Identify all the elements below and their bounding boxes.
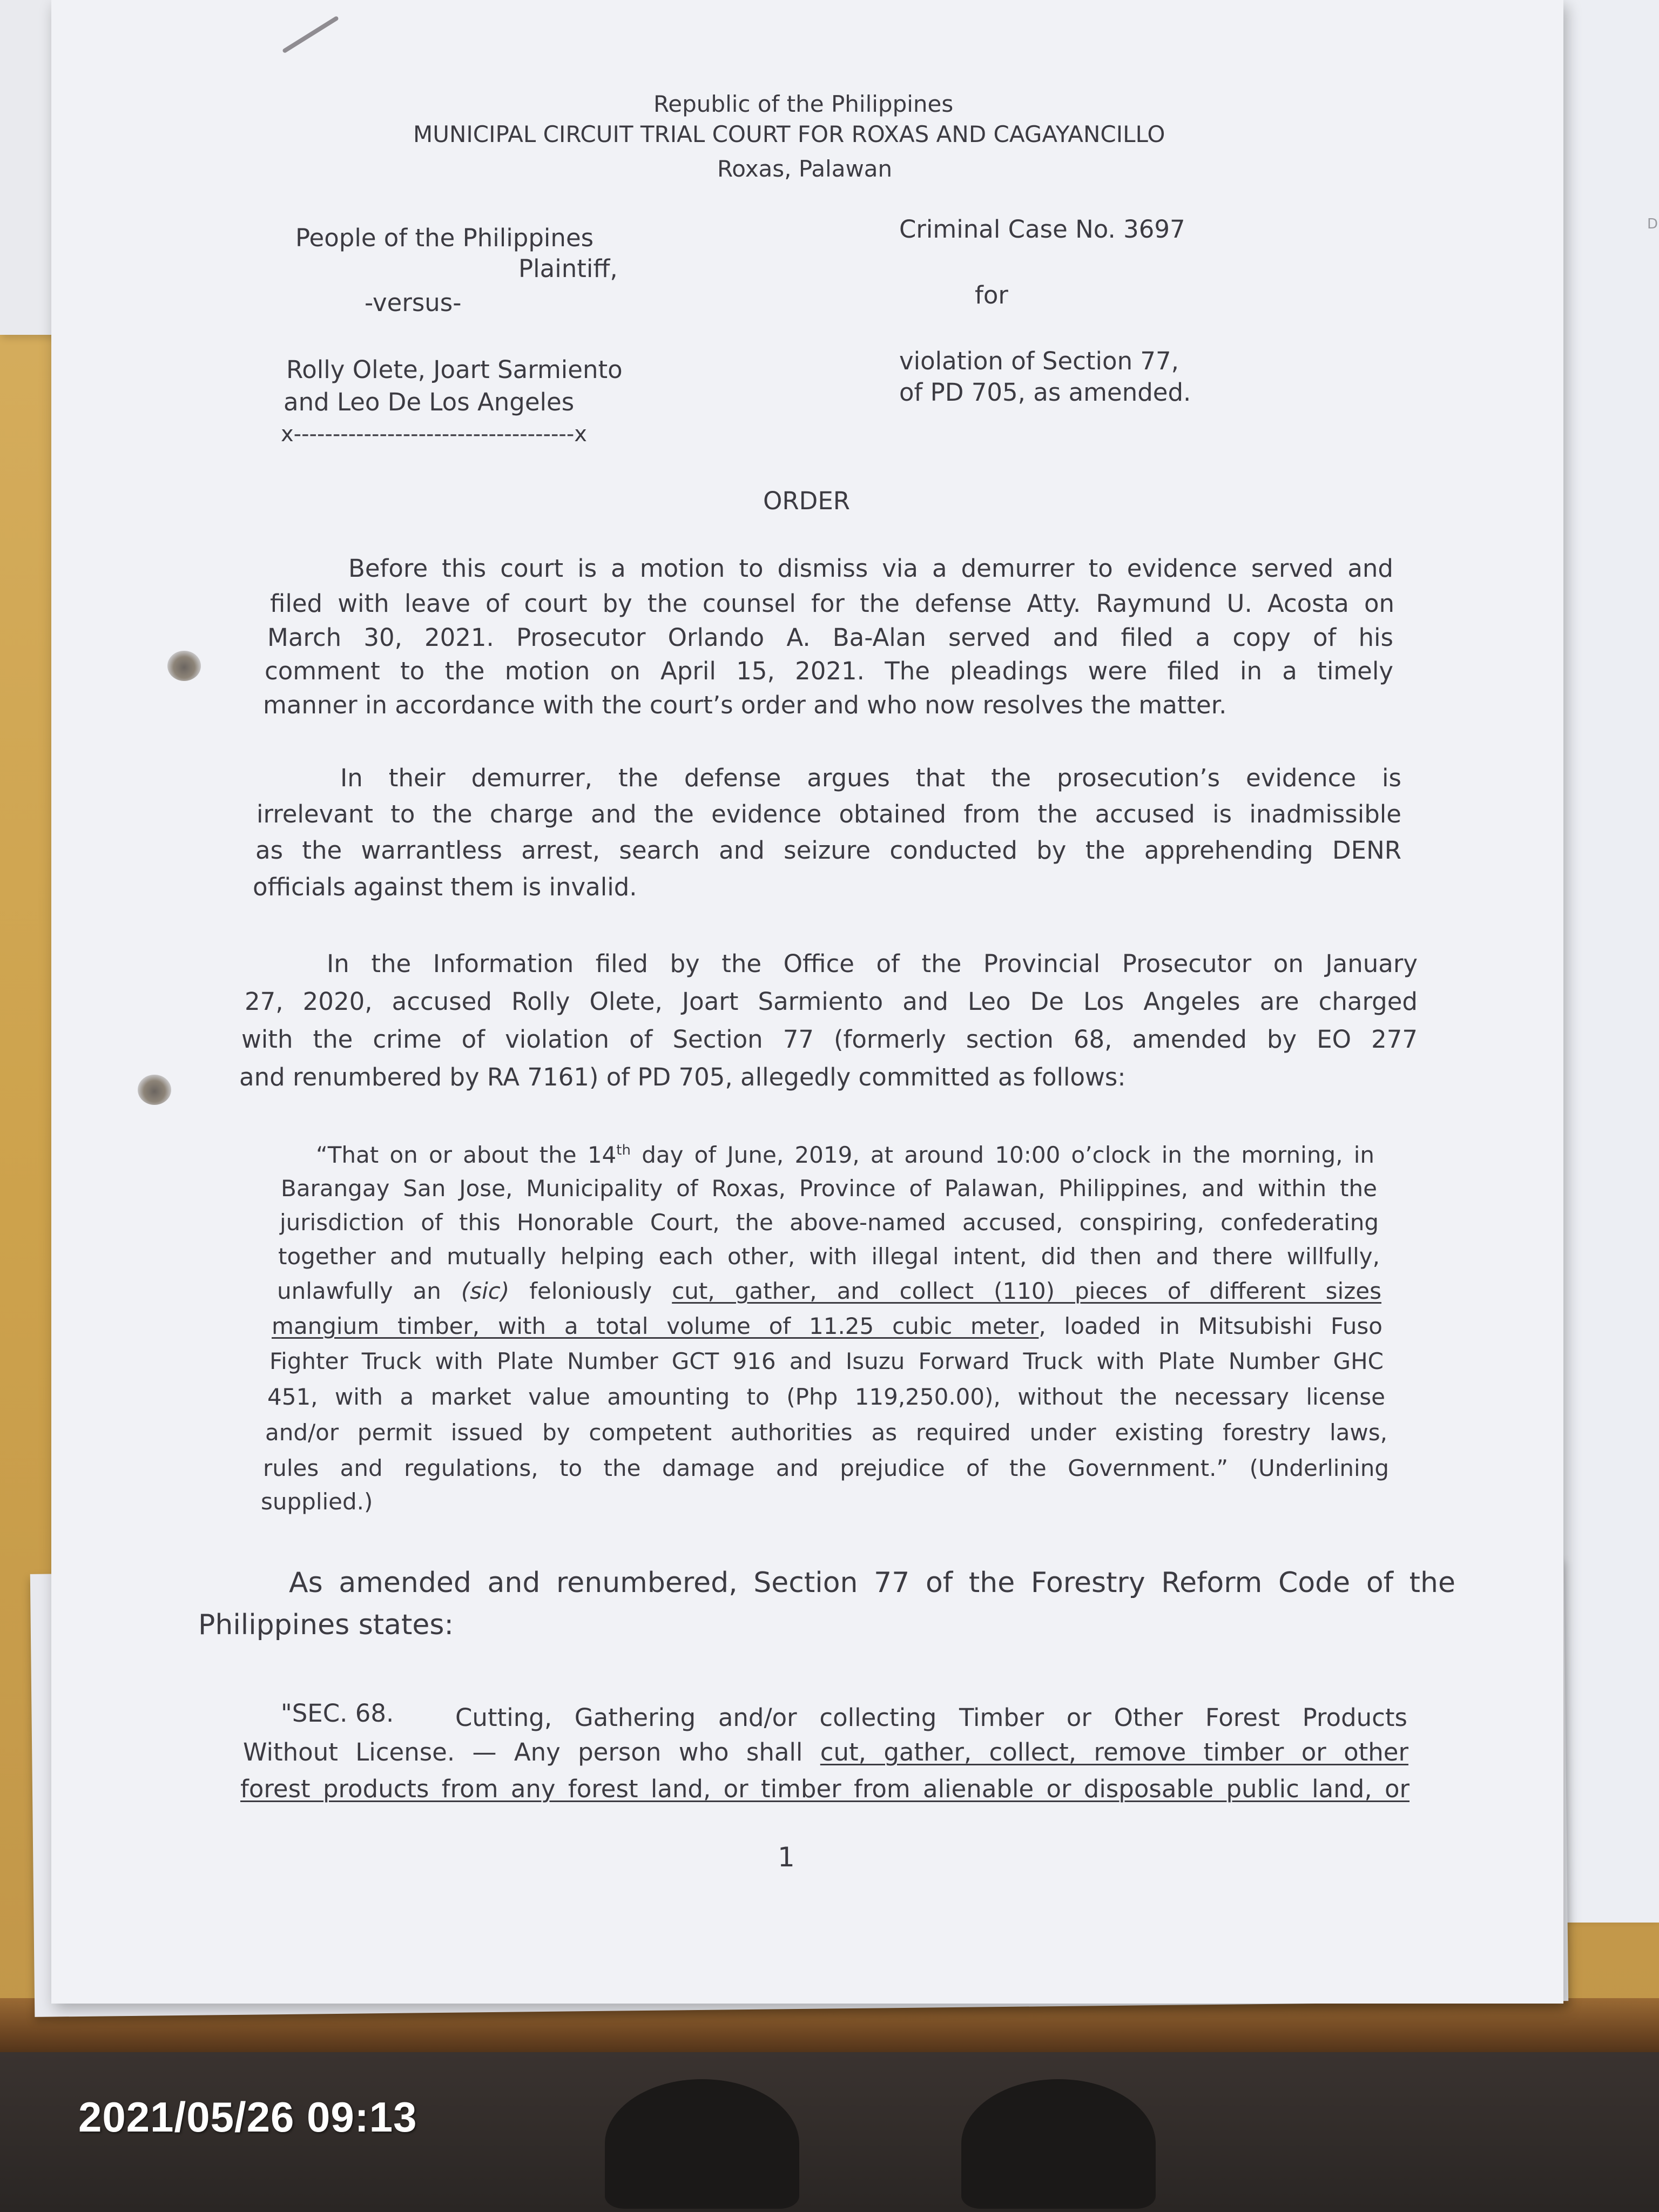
quote-line: supplied.): [261, 1488, 373, 1515]
quote-line: mangium timber, with a total volume of 11.25 cubic meter, loaded in Mitsubishi Fuso: [272, 1313, 1383, 1339]
section-number: "SEC. 68.: [281, 1699, 394, 1728]
paragraph-2-line: as the warrantless arrest, search and seizure conducted by the apprehending DENR: [255, 836, 1401, 865]
quote-line: 451, with a market value amounting to (Php 119,250.00), without the necessary license: [267, 1384, 1385, 1410]
header-republic: Republic of the Philippines: [653, 91, 954, 117]
paragraph-1-line: Before this court is a motion to dismiss via a demurrer to evidence served and: [348, 554, 1393, 583]
section-line: forest products from any forest land, or timber from alienable or disposable public land, or: [240, 1775, 1410, 1803]
shoe-right: [961, 2079, 1156, 2209]
shoe-left: [605, 2079, 799, 2209]
paper-crease: [282, 16, 339, 53]
paragraph-1-line: filed with leave of court by the counsel for the defense Atty. Raymund U. Acosta on: [270, 589, 1394, 618]
paragraph-1-line: comment to the motion on April 15, 2021. The pleadings were filed in a timely: [265, 657, 1393, 685]
quote-line: Barangay San Jose, Municipality of Roxas, Province of Palawan, Philippines, and within the: [281, 1175, 1377, 1202]
caption-divider: x------------------------------------x: [281, 422, 587, 447]
side-paper-glyph: D: [1647, 216, 1658, 232]
paragraph-1-line: manner in accordance with the court’s order and who now resolves the matter.: [263, 691, 1227, 719]
case-for: for: [975, 281, 1008, 309]
paragraph-3-line: In the Information filed by the Office of the Provincial Prosecutor on January: [327, 949, 1418, 978]
charge-line-2: of PD 705, as amended.: [899, 378, 1191, 407]
paragraph-2-line: officials against them is invalid.: [253, 873, 637, 901]
accused-line-1: Rolly Olete, Joart Sarmiento: [286, 355, 623, 384]
punch-hole-bottom: [138, 1075, 171, 1105]
court-order-page: [51, 0, 1563, 2004]
order-title: ORDER: [763, 487, 851, 515]
accused-line-2: and Leo De Los Angeles: [284, 388, 575, 416]
paragraph-3-line: with the crime of violation of Section 77 (formerly section 68, amended by EO 277: [241, 1025, 1418, 1054]
header-court: MUNICIPAL CIRCUIT TRIAL COURT FOR ROXAS AND CAGAYANCILLO: [413, 121, 1165, 147]
paragraph-3-line: 27, 2020, accused Rolly Olete, Joart Sarmiento and Leo De Los Angeles are charged: [245, 987, 1418, 1016]
paragraph-4-line: Philippines states:: [198, 1609, 454, 1641]
quote-line: rules and regulations, to the damage and prejudice of the Government.” (Underlining: [263, 1455, 1389, 1481]
paragraph-4-line: As amended and renumbered, Section 77 of the Forestry Reform Code of the: [289, 1567, 1455, 1599]
plaintiff-name: People of the Philippines: [295, 224, 594, 252]
quote-line: Fighter Truck with Plate Number GCT 916 and Isuzu Forward Truck with Plate Number GHC: [269, 1348, 1384, 1374]
page-number: 1: [778, 1842, 795, 1873]
case-number: Criminal Case No. 3697: [899, 215, 1185, 244]
photo-timestamp: 2021/05/26 09:13: [78, 2093, 417, 2141]
punch-hole-top: [167, 651, 201, 681]
header-location: Roxas, Palawan: [717, 156, 893, 182]
versus: -versus-: [365, 288, 462, 317]
paragraph-3-line: and renumbered by RA 7161) of PD 705, allegedly committed as follows:: [239, 1063, 1126, 1091]
paragraph-2-line: In their demurrer, the defense argues that the prosecution’s evidence is: [340, 764, 1401, 792]
quote-line: jurisdiction of this Honorable Court, the above-named accused, conspiring, confederating: [280, 1209, 1379, 1236]
paragraph-1-line: March 30, 2021. Prosecutor Orlando A. Ba-Alan served and filed a copy of his: [267, 623, 1393, 652]
charge-line-1: violation of Section 77,: [899, 347, 1179, 375]
quote-line: together and mutually helping each other, with illegal intent, did then and there willfully,: [278, 1243, 1380, 1270]
quote-line: and/or permit issued by competent authorities as required under existing forestry laws,: [265, 1419, 1387, 1446]
paragraph-2-line: irrelevant to the charge and the evidence obtained from the accused is inadmissible: [257, 800, 1401, 828]
plaintiff-role: Plaintiff,: [518, 254, 618, 283]
quote-line: “That on or about the 14th day of June, 2019, at around 10:00 o’clock in the morning, in: [316, 1142, 1374, 1168]
quote-line: unlawfully an (sic) feloniously cut, gather, and collect (110) pieces of different sizes: [277, 1278, 1381, 1304]
section-line: Without License. — Any person who shall cut, gather, collect, remove timber or other: [243, 1738, 1408, 1766]
section-line: Cutting, Gathering and/or collecting Timber or Other Forest Products: [455, 1703, 1407, 1732]
